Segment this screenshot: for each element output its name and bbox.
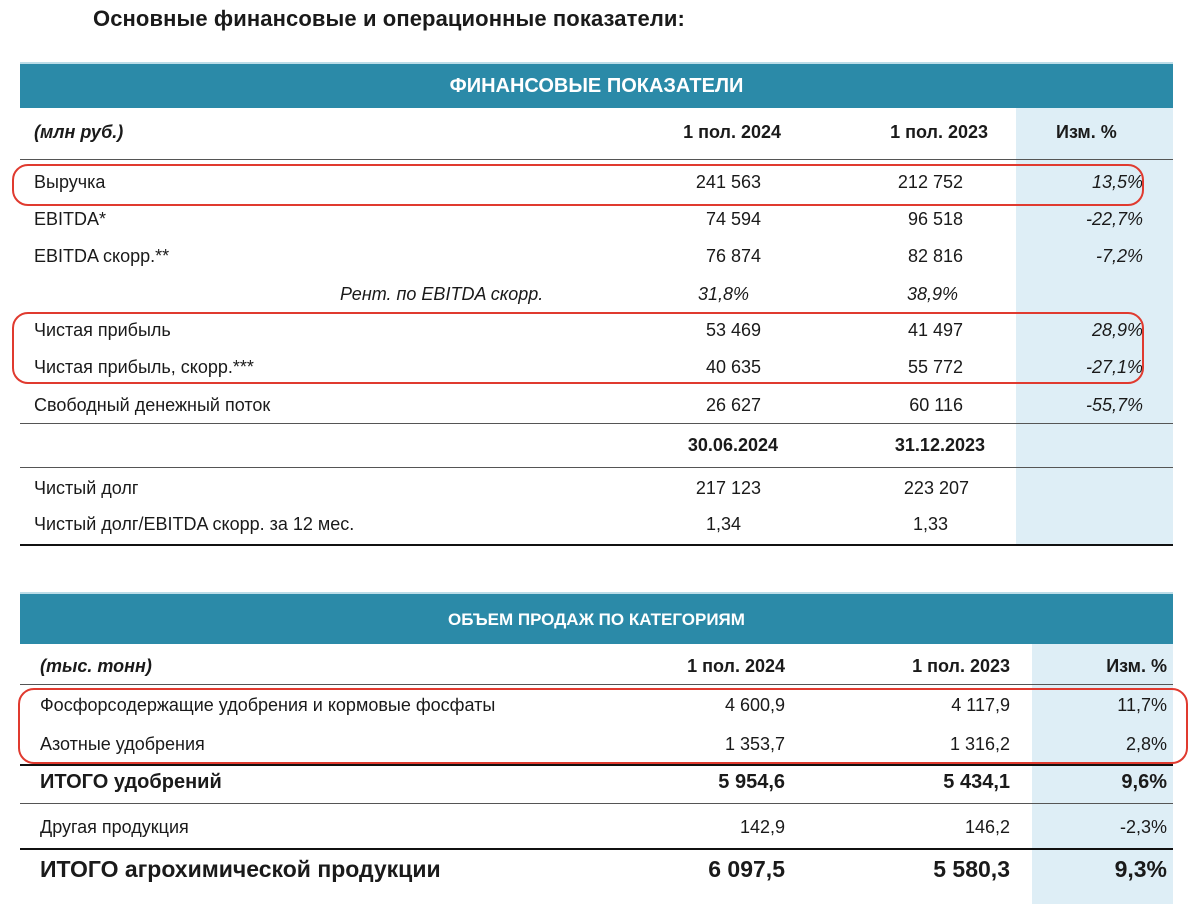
value-change: 28,9% (1091, 320, 1143, 340)
column-header-change: Изм. % (1106, 656, 1167, 676)
row-label: ИТОГО агрохимической продукции (40, 856, 441, 882)
row-label: Выручка (34, 172, 106, 192)
row-label: Чистый долг (34, 478, 139, 498)
value-h1-2023: 4 117,9 (951, 695, 1010, 715)
value-h1-2024: 53 469 (705, 320, 761, 340)
value-h1-2024: 1 353,7 (724, 734, 785, 754)
value-h1-2024: 76 874 (705, 246, 761, 266)
value-h1-2024: 74 594 (705, 209, 761, 229)
row-label: Рент. по EBITDA скорр. (340, 284, 544, 304)
column-header-h1-2023: 1 пол. 2023 (912, 656, 1010, 676)
value-date1: 217 123 (695, 478, 761, 498)
column-header-h1-2023: 1 пол. 2023 (890, 122, 988, 142)
value-h1-2024: 31,8% (697, 284, 749, 304)
value-h1-2024: 5 954,6 (718, 771, 785, 793)
value-h1-2024: 6 097,5 (708, 856, 785, 882)
row-label: Другая продукция (40, 817, 189, 837)
value-h1-2023: 5 580,3 (933, 856, 1010, 882)
date-col2: 31.12.2023 (894, 435, 985, 455)
value-change: 2,8% (1125, 734, 1167, 754)
column-header-h1-2024: 1 пол. 2024 (683, 122, 781, 142)
value-change: -55,7% (1085, 395, 1143, 415)
row-label: Фосфорсодержащие удобрения и кормовые фосфаты (40, 695, 496, 715)
value-h1-2023: 146,2 (964, 817, 1010, 837)
financial-table-title: ФИНАНСОВЫЕ ПОКАЗАТЕЛИ (20, 64, 1173, 108)
value-change: -27,1% (1085, 357, 1143, 377)
value-change: 11,7% (1117, 695, 1167, 715)
unit-label: (тыс. тонн) (40, 656, 152, 676)
highlight-net-profit (12, 312, 1144, 384)
value-h1-2023: 96 518 (907, 209, 963, 229)
row-label: ИТОГО удобрений (40, 771, 222, 793)
row-label: Чистый долг/EBITDA скорр. за 12 мес. (34, 514, 355, 534)
value-date1: 1,34 (705, 514, 741, 534)
value-change: 13,5% (1091, 172, 1143, 192)
value-h1-2023: 41 497 (907, 320, 963, 340)
page-title: Основные финансовые и операционные показатели: (93, 6, 685, 31)
financial-table (20, 62, 1173, 546)
unit-label: (млн руб.) (34, 122, 124, 142)
column-header-h1-2024: 1 пол. 2024 (687, 656, 785, 676)
sales-table-title: ОБЪЕМ ПРОДАЖ ПО КАТЕГОРИЯМ (20, 594, 1173, 644)
value-h1-2024: 142,9 (739, 817, 785, 837)
row-label: Чистая прибыль, скорр.*** (34, 357, 254, 377)
highlight-fertilizers (18, 688, 1188, 764)
value-h1-2023: 38,9% (906, 284, 958, 304)
column-header-change: Изм. % (1056, 122, 1117, 142)
value-h1-2024: 241 563 (695, 172, 761, 192)
row-label: EBITDA скорр.** (34, 246, 170, 266)
value-h1-2023: 5 434,1 (943, 771, 1010, 793)
value-h1-2023: 82 816 (907, 246, 963, 266)
value-h1-2024: 40 635 (705, 357, 761, 377)
financial-header-row (20, 122, 1173, 152)
row-label: Свободный денежный поток (34, 395, 271, 415)
value-h1-2023: 55 772 (907, 357, 963, 377)
highlight-revenue (12, 164, 1144, 206)
value-h1-2023: 60 116 (909, 395, 963, 415)
value-change: -22,7% (1085, 209, 1143, 229)
row-label: EBITDA* (34, 209, 107, 229)
value-h1-2023: 1 316,2 (949, 734, 1010, 754)
value-h1-2023: 212 752 (897, 172, 963, 192)
value-date2: 1,33 (912, 514, 948, 534)
value-date2: 223 207 (903, 478, 969, 498)
value-h1-2024: 26 627 (705, 395, 761, 415)
value-change: 9,3% (1114, 856, 1167, 882)
date-col1: 30.06.2024 (687, 435, 778, 455)
value-change: -7,2% (1095, 246, 1143, 266)
value-change: 9,6% (1121, 771, 1167, 793)
row-label: Азотные удобрения (40, 734, 205, 754)
row-label: Чистая прибыль (34, 320, 171, 340)
value-change: -2,3% (1119, 817, 1167, 837)
value-h1-2024: 4 600,9 (724, 695, 785, 715)
